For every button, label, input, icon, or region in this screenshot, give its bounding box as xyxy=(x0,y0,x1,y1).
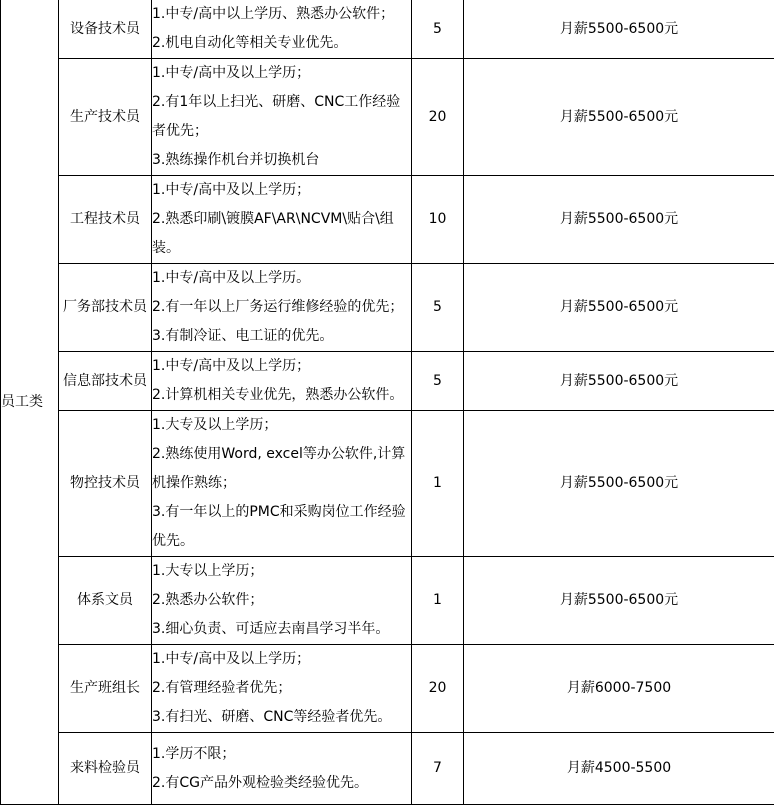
requirement-line: 1.中专/高中以上学历、熟悉办公软件； xyxy=(152,0,411,29)
requirements-cell xyxy=(152,733,412,805)
position-cell: 来料检验员 xyxy=(59,733,152,805)
salary-cell: 月薪5500-6500元 xyxy=(464,264,774,352)
position-cell: 设备技术员 xyxy=(59,0,152,59)
table-row xyxy=(1,264,774,352)
requirements-cell xyxy=(152,264,412,352)
count-cell: 20 xyxy=(412,59,464,176)
table-row xyxy=(1,352,774,411)
requirement-line: 2.熟练使用Word, excel等办公软件,计算机操作熟练； xyxy=(152,440,411,498)
table-row xyxy=(1,0,774,59)
requirements-cell xyxy=(152,0,412,59)
salary-cell: 月薪5500-6500元 xyxy=(464,59,774,176)
requirement-line: 1.中专/高中及以上学历。 xyxy=(152,264,411,293)
requirement-line: 3.有制冷证、电工证的优先。 xyxy=(152,322,411,351)
position-cell: 生产班组长 xyxy=(59,645,152,733)
requirement-line: 3.有扫光、研磨、CNC等经验者优先。 xyxy=(152,703,411,732)
salary-cell: 月薪5500-6500元 xyxy=(464,411,774,557)
requirement-line: 2.有一年以上厂务运行维修经验的优先； xyxy=(152,293,411,322)
position-cell: 厂务部技术员 xyxy=(59,264,152,352)
requirement-line: 1.中专/高中及以上学历； xyxy=(152,352,411,381)
salary-cell: 月薪5500-6500元 xyxy=(464,176,774,264)
position-cell: 物控技术员 xyxy=(59,411,152,557)
table-row xyxy=(1,176,774,264)
count-cell: 1 xyxy=(412,411,464,557)
requirement-line: 2.熟悉办公软件； xyxy=(152,586,411,615)
salary-cell: 月薪5500-6500元 xyxy=(464,0,774,59)
requirement-line: 2.有管理经验者优先； xyxy=(152,674,411,703)
requirement-line: 2.有1年以上扫光、研磨、CNC工作经验者优先； xyxy=(152,88,411,146)
requirement-line: 1.中专/高中及以上学历； xyxy=(152,645,411,674)
count-cell: 5 xyxy=(412,352,464,411)
table-row xyxy=(1,645,774,733)
position-cell: 生产技术员 xyxy=(59,59,152,176)
count-cell: 1 xyxy=(412,557,464,645)
requirements-cell xyxy=(152,176,412,264)
category-cell: 员工类 xyxy=(1,0,59,805)
count-cell: 7 xyxy=(412,733,464,805)
requirement-line: 2.机电自动化等相关专业优先。 xyxy=(152,29,411,58)
requirement-line: 1.中专/高中及以上学历； xyxy=(152,176,411,205)
requirement-line: 2.计算机相关专业优先，熟悉办公软件。 xyxy=(152,381,411,410)
requirement-line: 1.学历不限； xyxy=(152,740,411,769)
table-row xyxy=(1,59,774,176)
requirement-line: 1.大专以上学历； xyxy=(152,557,411,586)
requirement-line: 3.细心负责、可适应去南昌学习半年。 xyxy=(152,615,411,644)
position-cell: 工程技术员 xyxy=(59,176,152,264)
requirements-cell xyxy=(152,352,412,411)
salary-cell: 月薪6000-7500 xyxy=(464,645,774,733)
count-cell: 5 xyxy=(412,0,464,59)
requirement-line: 1.中专/高中及以上学历； xyxy=(152,59,411,88)
salary-cell: 月薪4500-5500 xyxy=(464,733,774,805)
requirement-line: 1.大专及以上学历； xyxy=(152,411,411,440)
requirements-cell xyxy=(152,59,412,176)
requirement-line: 3.有一年以上的PMC和采购岗位工作经验优先。 xyxy=(152,498,411,556)
requirement-line: 2.有CG产品外观检验类经验优先。 xyxy=(152,769,411,798)
table-row xyxy=(1,733,774,805)
table-row xyxy=(1,557,774,645)
position-cell: 信息部技术员 xyxy=(59,352,152,411)
requirement-line: 2.熟悉印刷\镀膜AF\AR\NCVM\贴合\组装。 xyxy=(152,205,411,263)
requirements-cell xyxy=(152,645,412,733)
table-row xyxy=(1,411,774,557)
requirements-cell xyxy=(152,557,412,645)
salary-cell: 月薪5500-6500元 xyxy=(464,352,774,411)
requirement-line: 3.熟练操作机台并切换机台 xyxy=(152,146,411,175)
count-cell: 10 xyxy=(412,176,464,264)
salary-cell: 月薪5500-6500元 xyxy=(464,557,774,645)
count-cell: 5 xyxy=(412,264,464,352)
position-cell: 体系文员 xyxy=(59,557,152,645)
requirements-cell xyxy=(152,411,412,557)
count-cell: 20 xyxy=(412,645,464,733)
